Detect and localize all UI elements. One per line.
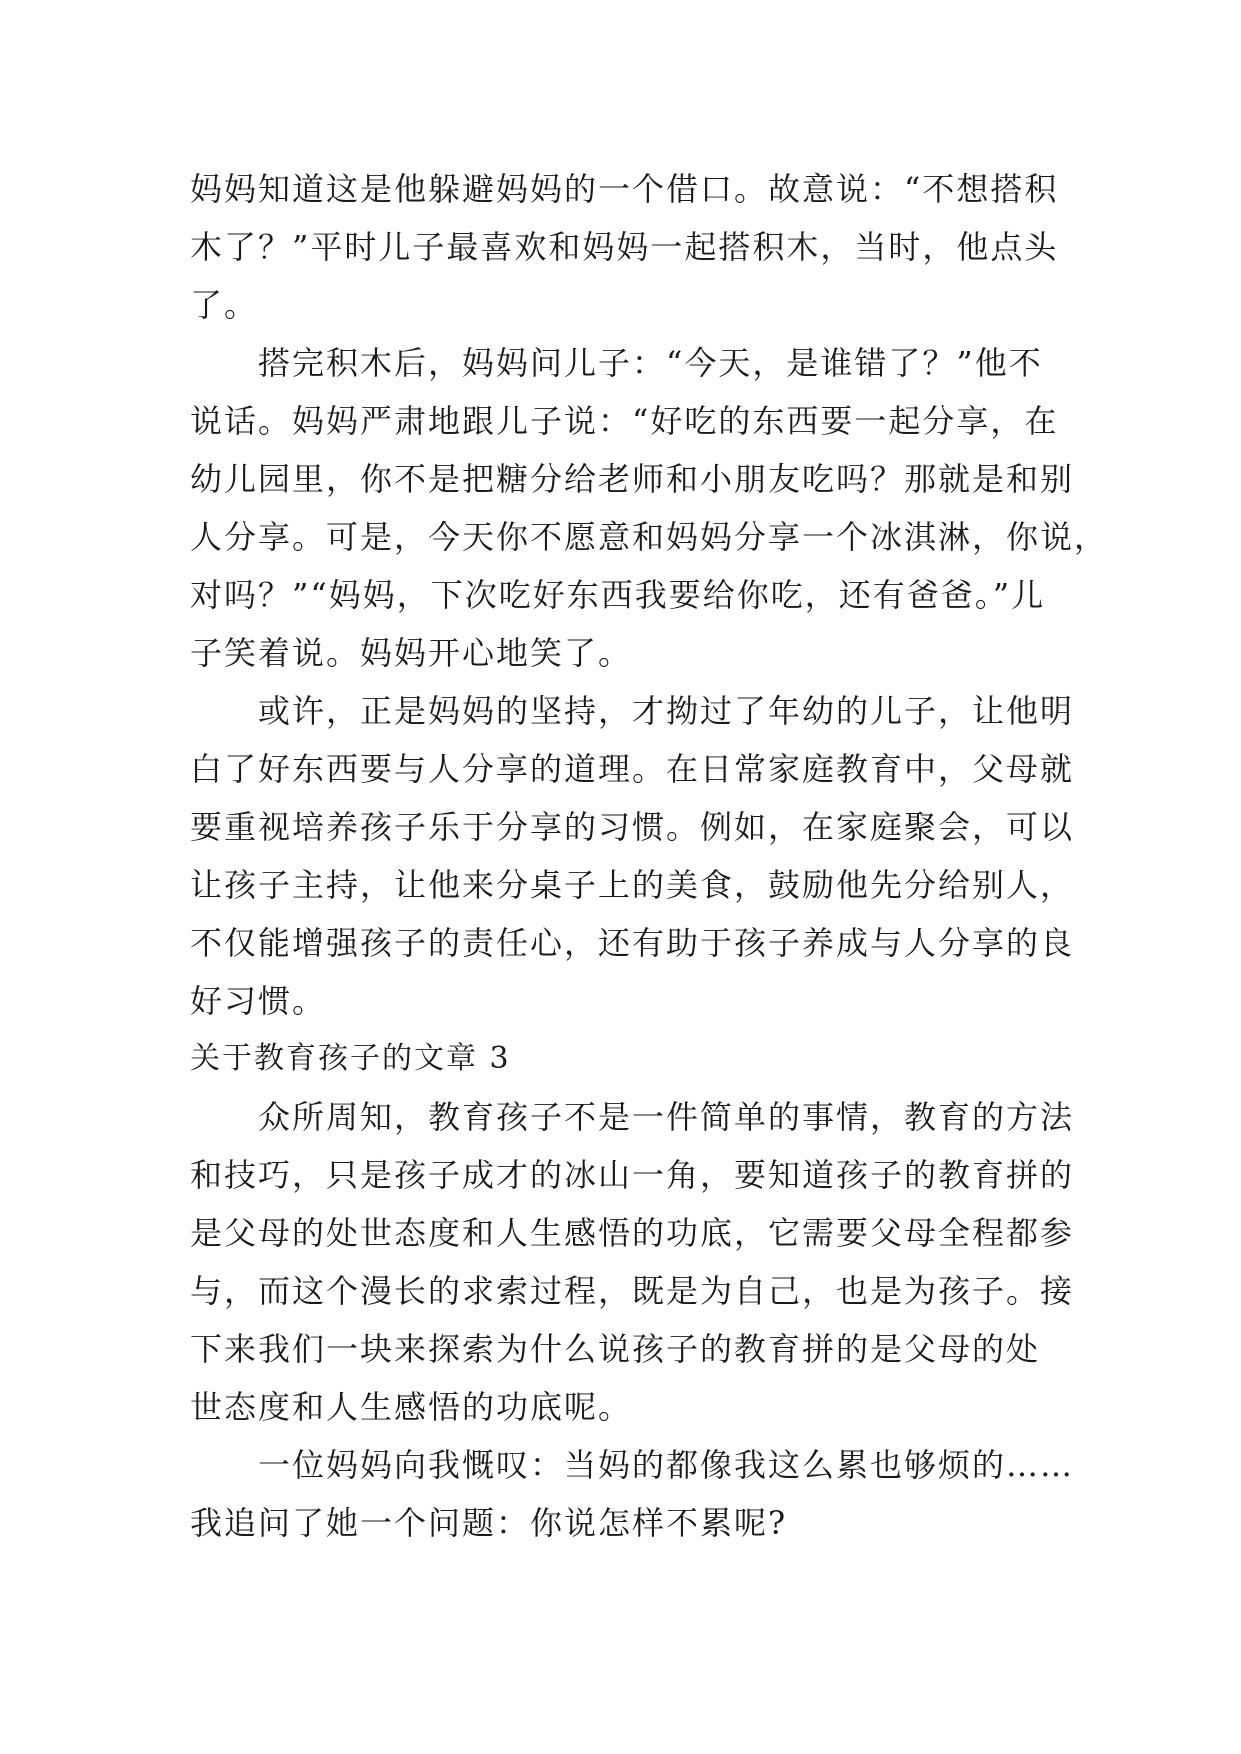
- text-line: 下来我们一块来探索为什么说孩子的教育拼的是父母的处: [190, 1330, 1041, 1368]
- text-line: 我追问了她一个问题：你说怎样不累呢?: [190, 1504, 788, 1542]
- text-line: 让孩子主持，让他来分桌子上的美食，鼓励他先分给别人，: [190, 866, 1075, 904]
- text-line: 世态度和人生感悟的功底呢。: [190, 1388, 633, 1426]
- text-line: 对吗？”“妈妈，下次吃好东西我要给你吃，还有爸爸。”儿: [190, 576, 1046, 614]
- text-line: 白了好东西要与人分享的道理。在日常家庭教育中，父母就: [190, 750, 1075, 788]
- text-line: 子笑着说。妈妈开心地笑了。: [190, 634, 633, 672]
- text-line: 或许，正是妈妈的坚持，才拗过了年幼的儿子，让他明: [258, 692, 1075, 730]
- text-line: 人分享。可是，今天你不愿意和妈妈分享一个冰淇淋，你说，: [190, 518, 1109, 556]
- text-line: 要重视培养孩子乐于分享的习惯。例如，在家庭聚会，可以: [190, 808, 1075, 846]
- text-line: 是父母的处世态度和人生感悟的功底，它需要父母全程都参: [190, 1214, 1075, 1252]
- text-line: 和技巧，只是孩子成才的冰山一角，要知道孩子的教育拼的: [190, 1156, 1075, 1194]
- text-line: 木了？”平时儿子最喜欢和妈妈一起搭积木，当时，他点头: [190, 228, 1059, 266]
- text-line: 妈妈知道这是他躲避妈妈的一个借口。故意说：“不想搭积: [190, 170, 1059, 208]
- text-line: 不仅能增强孩子的责任心，还有助于孩子养成与人分享的良: [190, 924, 1075, 962]
- text-line: 搭完积木后，妈妈问儿子：“今天，是谁错了？”他不: [258, 344, 1043, 382]
- text-line: 幼儿园里，你不是把糖分给老师和小朋友吃吗？那就是和别: [190, 460, 1075, 498]
- text-line: 了。: [190, 286, 259, 324]
- text-line: 好习惯。: [190, 982, 327, 1020]
- text-line: 一位妈妈向我慨叹：当妈的都像我这么累也够烦的……: [258, 1446, 1075, 1484]
- article-text: [190, 160, 1109, 1552]
- text-line: 众所周知，教育孩子不是一件简单的事情，教育的方法: [258, 1098, 1075, 1136]
- text-line: 与，而这个漫长的求索过程，既是为自己，也是为孩子。接: [190, 1272, 1075, 1310]
- section-heading: 关于教育孩子的文章 3: [190, 1041, 511, 1076]
- text-line: 说话。妈妈严肃地跟儿子说：“好吃的东西要一起分享，在: [190, 402, 1059, 440]
